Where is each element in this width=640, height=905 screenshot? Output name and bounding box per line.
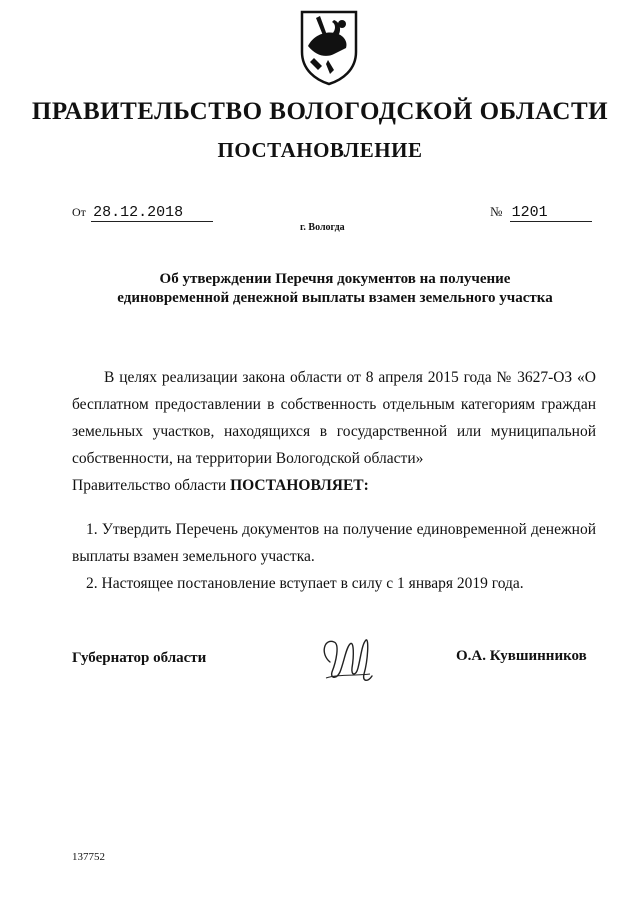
resolves-prefix: Правительство области (72, 477, 227, 494)
resolution-items (72, 516, 596, 597)
date-prefix: От (72, 205, 86, 219)
document-subject (90, 270, 580, 308)
list-item: 1. Утвердить Перечень документов на получение единовременной денежной выплаты взамен земельного участка. (72, 521, 596, 565)
list-item: 2. Настоящее постановление вступает в силу с 1 января 2019 года. (86, 575, 524, 592)
number-prefix: № (490, 204, 503, 219)
date-value: 28.12.2018 (91, 204, 213, 222)
resolves-word: ПОСТАНОВЛЯЕТ: (230, 477, 369, 494)
coat-of-arms-icon (298, 8, 360, 86)
signer-title: Губернатор области (72, 650, 207, 666)
number-value: 1201 (510, 204, 592, 222)
city-label: г. Вологда (300, 222, 345, 233)
signer-name: О.А. Кувшинников (456, 648, 587, 664)
document-body (72, 364, 596, 499)
document-type: ПОСТАНОВЛЕНИЕ (217, 138, 423, 162)
date-field (72, 204, 213, 222)
subject-line-1: Об утверждении Перечня документов на получение (159, 271, 511, 287)
resolves-line (72, 472, 596, 499)
document-code: 137752 (72, 851, 105, 863)
preamble-paragraph: В целях реализации закона области от 8 апреля 2015 года № 3627-ОЗ «О бесплатном предоставлении в собственность отдельным категориям граждан земельных участков, находящихся в государственной или муниципальной собственности, на территории Вологодской области» (72, 369, 596, 467)
handwritten-signature-icon (316, 632, 376, 688)
number-field (490, 204, 592, 222)
government-title: ПРАВИТЕЛЬСТВО ВОЛОГОДСКОЙ ОБЛАСТИ (31, 98, 609, 125)
subject-line-2: единовременной денежной выплаты взамен земельного участка (117, 290, 553, 306)
